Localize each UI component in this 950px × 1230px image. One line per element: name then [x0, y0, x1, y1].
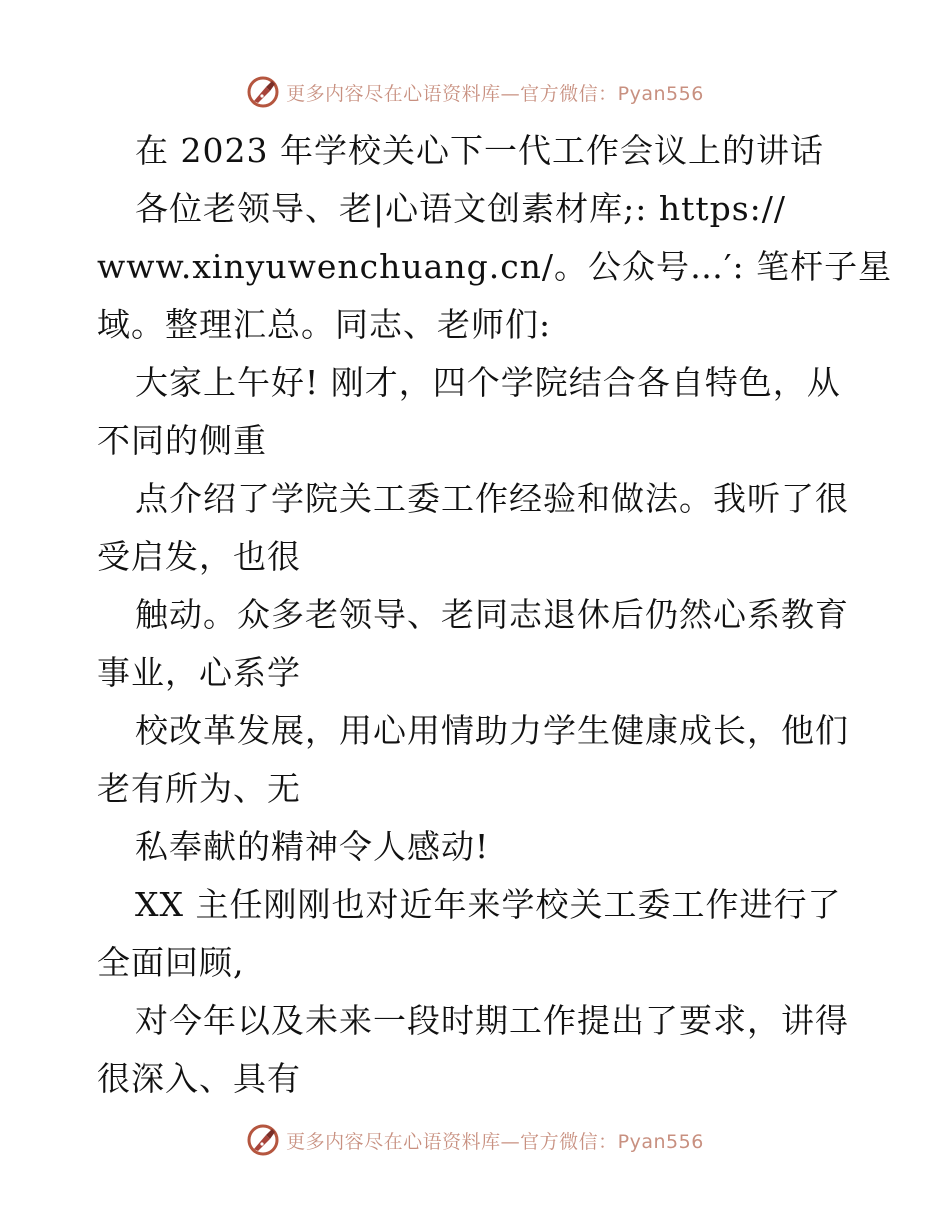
- header-banner: [0, 72, 950, 112]
- text-line: 校改革发展，用心用情助力学生健康成长，他们: [135, 711, 849, 750]
- text-line: XX 主任刚刚也对近年来学校关工委工作进行了: [135, 885, 842, 924]
- footer-banner-text: 更多内容尽在心语资料库—官方微信：Pyan556: [286, 1130, 704, 1153]
- text-line: 老有所为、无: [97, 769, 301, 808]
- text-line: 全面回顾,: [97, 943, 245, 982]
- pen-nib-circle-icon: [246, 75, 280, 109]
- text-line: 各位老领导、老|心语文创素材库;: https://: [135, 189, 787, 228]
- text-line: 点介绍了学院关工委工作经验和做法。我听了很: [135, 479, 849, 518]
- pen-nib-circle-icon: [246, 1123, 280, 1157]
- text-line: 很深入、具有: [97, 1059, 301, 1098]
- text-line: 域。整理汇总。同志、老师们:: [97, 305, 552, 344]
- document-body: [97, 122, 893, 1108]
- text-line: 事业，心系学: [97, 653, 301, 692]
- text-line: www.xinyuwenchuang.cn/。公众号…′: 笔杆子星: [97, 247, 893, 286]
- header-wechat-id: Pyan556: [617, 82, 704, 105]
- header-banner-text: 更多内容尽在心语资料库—官方微信：Pyan556: [286, 82, 704, 105]
- footer-banner: [0, 1120, 950, 1160]
- footer-wechat-id: Pyan556: [617, 1130, 704, 1153]
- text-line: 受启发，也很: [97, 537, 301, 576]
- text-line: 对今年以及未来一段时期工作提出了要求，讲得: [135, 1001, 849, 1040]
- text-line: 私奉献的精神令人感动!: [135, 827, 490, 866]
- text-line: 不同的侧重: [97, 421, 267, 460]
- text-line: 大家上午好! 刚才，四个学院结合各自特色，从: [135, 363, 841, 402]
- document-title: 在 2023 年学校关心下一代工作会议上的讲话: [135, 131, 824, 170]
- text-line: 触动。众多老领导、老同志退休后仍然心系教育: [135, 595, 849, 634]
